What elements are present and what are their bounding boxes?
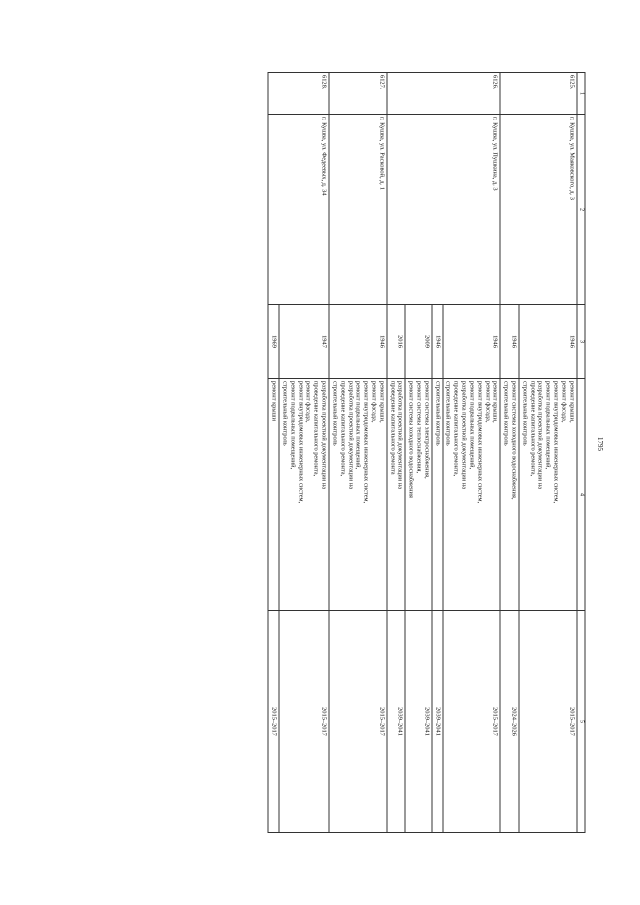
- year-cell: 2016: [387, 305, 406, 379]
- works-cell: [268, 379, 279, 611]
- year-cell: 2009: [405, 305, 431, 379]
- table-row: [279, 73, 329, 833]
- work-item: разработка проектной документации на: [347, 381, 355, 490]
- row-number-cell: 6128.: [268, 73, 329, 115]
- work-item: ремонт фасада,: [305, 381, 312, 423]
- table-row: [519, 73, 577, 833]
- address-cell: г. Кушва, ул. Маяковского, д. 3: [500, 115, 576, 305]
- work-item: проведение капитального ремонта,: [529, 381, 537, 477]
- column-number-row: [577, 73, 585, 833]
- period-cell: 2015–2017: [519, 611, 577, 833]
- address-cell: г. Кушва, ул. Федеевых, д. 34: [268, 115, 329, 305]
- period-cell: 2039–2041: [432, 611, 443, 833]
- work-item: ремонт крыши,: [378, 381, 386, 423]
- works-cell: [387, 379, 406, 611]
- works-cell: [405, 379, 431, 611]
- work-item: ремонт крыши,: [491, 381, 499, 423]
- column-number-cell: 2: [577, 115, 585, 305]
- column-number-cell: 3: [577, 305, 585, 379]
- work-item: ремонт системы холодного водоснабжения,: [510, 381, 518, 500]
- period-cell: 2015–2017: [268, 611, 279, 833]
- column-number-cell: 4: [577, 379, 585, 611]
- work-item: строительный контроль: [331, 381, 339, 446]
- address-cell: г. Кушва, ул. Пушкина, д. 3: [387, 115, 501, 305]
- work-item: ремонт системы электроснабжения,: [423, 381, 431, 479]
- work-item: ремонт подвальных помещений,: [468, 381, 476, 470]
- work-item: ремонт крыши,: [568, 381, 576, 423]
- work-item: проведение капитального ремонта: [389, 381, 397, 475]
- work-item: разработка проектной документации на: [320, 381, 328, 490]
- table-row: [443, 73, 501, 833]
- work-item: ремонт подвальных помещений,: [289, 381, 297, 470]
- work-item: ремонт подвальных помещений,: [354, 381, 362, 470]
- period-cell: 2039–2041: [387, 611, 406, 833]
- work-item: ремонт внутридомовых инженерных систем,: [362, 381, 370, 504]
- works-cell: [519, 379, 577, 611]
- year-cell: 1946: [519, 305, 577, 379]
- repair-schedule-table: [268, 72, 586, 833]
- works-cell: [443, 379, 501, 611]
- work-item: разработка проектной документации на: [396, 381, 404, 490]
- year-cell: 1946: [443, 305, 501, 379]
- address-cell: г. Кушва, ул. Расковой, д. 1: [329, 115, 387, 305]
- work-item: проведение капитального ремонта,: [339, 381, 347, 477]
- work-item: строительный контроль: [281, 381, 289, 446]
- column-number-cell: 5: [577, 611, 585, 833]
- work-item: строительный контроль: [434, 381, 442, 446]
- work-item: ремонт системы теплоснабжения,: [415, 381, 423, 474]
- work-item: строительный контроль: [445, 381, 452, 446]
- work-item: строительный контроль: [502, 381, 510, 446]
- work-item: ремонт крыши: [270, 381, 278, 422]
- work-item: ремонт подвальных помещений,: [544, 381, 552, 470]
- row-number-cell: 6125.: [500, 73, 576, 115]
- works-cell: [279, 379, 329, 611]
- period-cell: 2015–2017: [443, 611, 501, 833]
- work-item: ремонт внутридомовых инженерных систем,: [552, 381, 560, 504]
- row-number-cell: 6126.: [387, 73, 501, 115]
- work-item: проведение капитального ремонта,: [312, 381, 320, 477]
- work-item: ремонт фасада,: [484, 381, 492, 423]
- period-cell: 2024–2026: [500, 611, 519, 833]
- period-cell: 2015–2017: [279, 611, 329, 833]
- table-body: [268, 73, 585, 833]
- work-item: ремонт системы холодного водоснабжения: [407, 381, 415, 498]
- work-item: разработка проектной документации на: [536, 381, 544, 490]
- year-cell: 1969: [268, 305, 279, 379]
- column-number-cell: 1: [577, 73, 585, 115]
- works-cell: [500, 379, 519, 611]
- works-cell: [329, 379, 387, 611]
- table-row: [329, 73, 387, 833]
- work-item: ремонт внутридомовых инженерных систем,: [476, 381, 484, 504]
- work-item: проведение капитального ремонта,: [452, 381, 460, 477]
- works-cell: [432, 379, 443, 611]
- work-item: разработка проектной документации на: [460, 381, 468, 490]
- rotated-page: [55, 72, 586, 832]
- period-cell: 2015–2017: [329, 611, 387, 833]
- work-item: ремонт фасада,: [370, 381, 378, 423]
- page-number: 1795: [596, 437, 604, 451]
- work-item: строительный контроль: [521, 381, 529, 446]
- year-cell: 1946: [329, 305, 387, 379]
- work-item: ремонт внутридомовых инженерных систем,: [297, 381, 305, 504]
- row-number-cell: 6127.: [329, 73, 387, 115]
- period-cell: 2039–2041: [405, 611, 431, 833]
- year-cell: 1947: [279, 305, 329, 379]
- year-cell: 1946: [500, 305, 519, 379]
- work-item: ремонт фасада,: [560, 381, 568, 423]
- year-cell: 1946: [432, 305, 443, 379]
